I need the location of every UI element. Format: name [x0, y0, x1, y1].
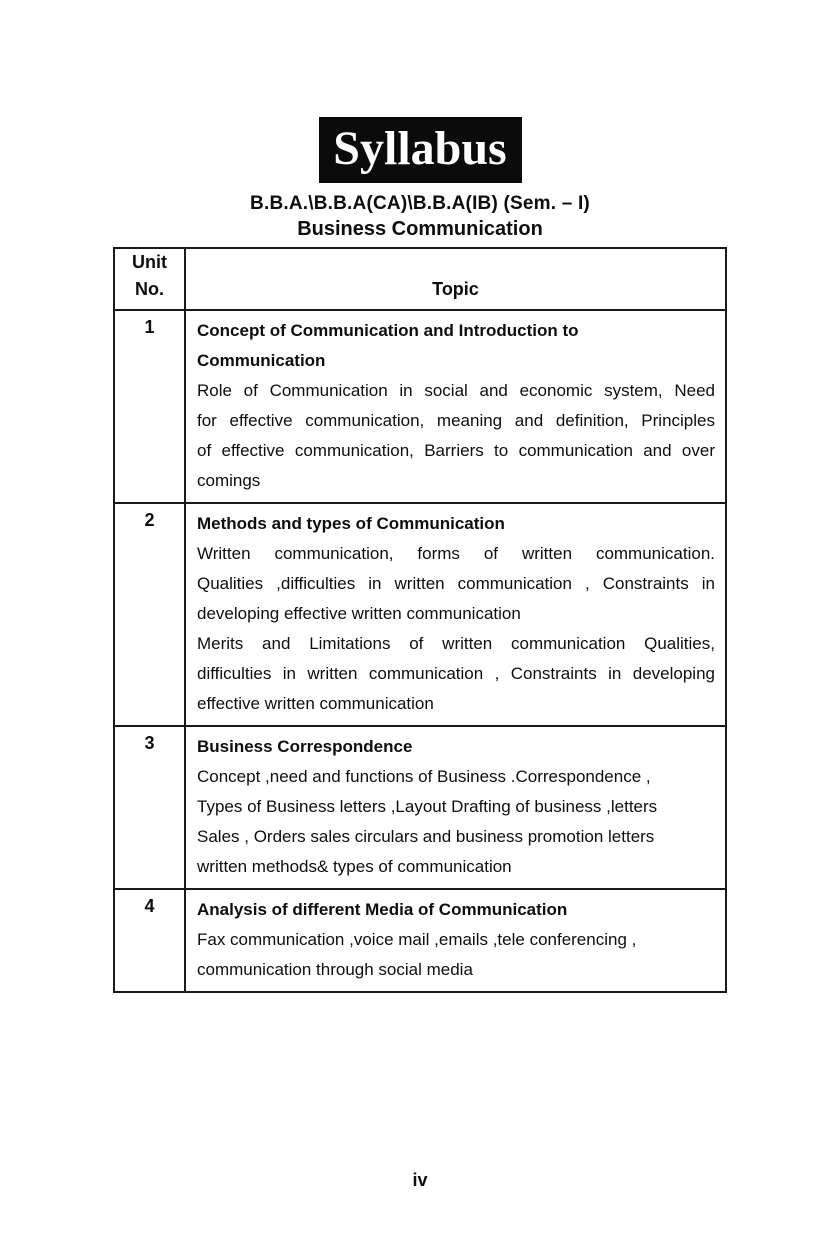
- topic-column-header: [185, 248, 726, 310]
- topic-text-line: written methods& types of communication: [197, 857, 512, 876]
- unit-number: 3: [114, 726, 185, 889]
- syllabus-banner-text: Syllabus: [333, 121, 507, 175]
- topic-text-line: Role of Communication in social and economic system, Need: [197, 381, 715, 400]
- topic-content: [185, 889, 726, 992]
- unit-no-column-header: [114, 248, 185, 310]
- topic-text-line: Written communication, forms of written communication.: [197, 544, 715, 563]
- syllabus-banner: [319, 117, 522, 183]
- topic-text-line: Fax communication ,voice mail ,emails ,tele conferencing ,: [197, 930, 637, 949]
- topic-title-line: Communication: [197, 351, 326, 370]
- topic-text-line: Merits and Limitations of written communication Qualities,: [197, 634, 715, 653]
- syllabus-table-header: [114, 248, 726, 310]
- topic-content: [185, 310, 726, 503]
- table-row: [114, 726, 726, 889]
- unit-header-line1: Unit: [132, 252, 167, 272]
- topic-text-line: Sales , Orders sales circulars and business promotion letters: [197, 827, 655, 846]
- topic-text-line: developing effective written communication: [197, 604, 521, 623]
- syllabus-table: [113, 247, 727, 993]
- table-row: [114, 889, 726, 992]
- topic-text-line: comings: [197, 471, 261, 490]
- topic-title-line: Analysis of different Media of Communication: [197, 900, 568, 919]
- topic-title-line: Methods and types of Communication: [197, 514, 505, 533]
- table-row: [114, 503, 726, 726]
- program-title: B.B.A.\B.B.A(CA)\B.B.A(IB) (Sem. – I): [250, 193, 590, 214]
- unit-header-line2: No.: [135, 279, 164, 299]
- topic-text-line: effective written communication: [197, 694, 434, 713]
- syllabus-table-body: [114, 310, 726, 992]
- topic-title-line: Concept of Communication and Introduction to: [197, 321, 579, 340]
- topic-text-line: Qualities ,difficulties in written communication , Constraints in: [197, 574, 715, 593]
- topic-content: [185, 503, 726, 726]
- unit-number: 2: [114, 503, 185, 726]
- unit-number: 4: [114, 889, 185, 992]
- topic-text-line: Concept ,need and functions of Business .Correspondence ,: [197, 767, 651, 786]
- topic-text-line: for effective communication, meaning and definition, Principles: [197, 411, 715, 430]
- table-row: [114, 310, 726, 503]
- unit-number: 1: [114, 310, 185, 503]
- topic-text-line: communication through social media: [197, 960, 473, 979]
- topic-title-line: Business Correspondence: [197, 737, 413, 756]
- header-row: [114, 248, 726, 310]
- topic-content: [185, 726, 726, 889]
- topic-text-line: of effective communication, Barriers to communication and over: [197, 441, 715, 460]
- subject-title: Business Communication: [297, 218, 543, 240]
- topic-header-label: Topic: [432, 279, 479, 299]
- topic-text-line: Types of Business letters ,Layout Drafting of business ,letters: [197, 797, 658, 816]
- page-number: iv: [412, 1170, 428, 1190]
- topic-text-line: difficulties in written communication , Constraints in developing: [197, 664, 715, 683]
